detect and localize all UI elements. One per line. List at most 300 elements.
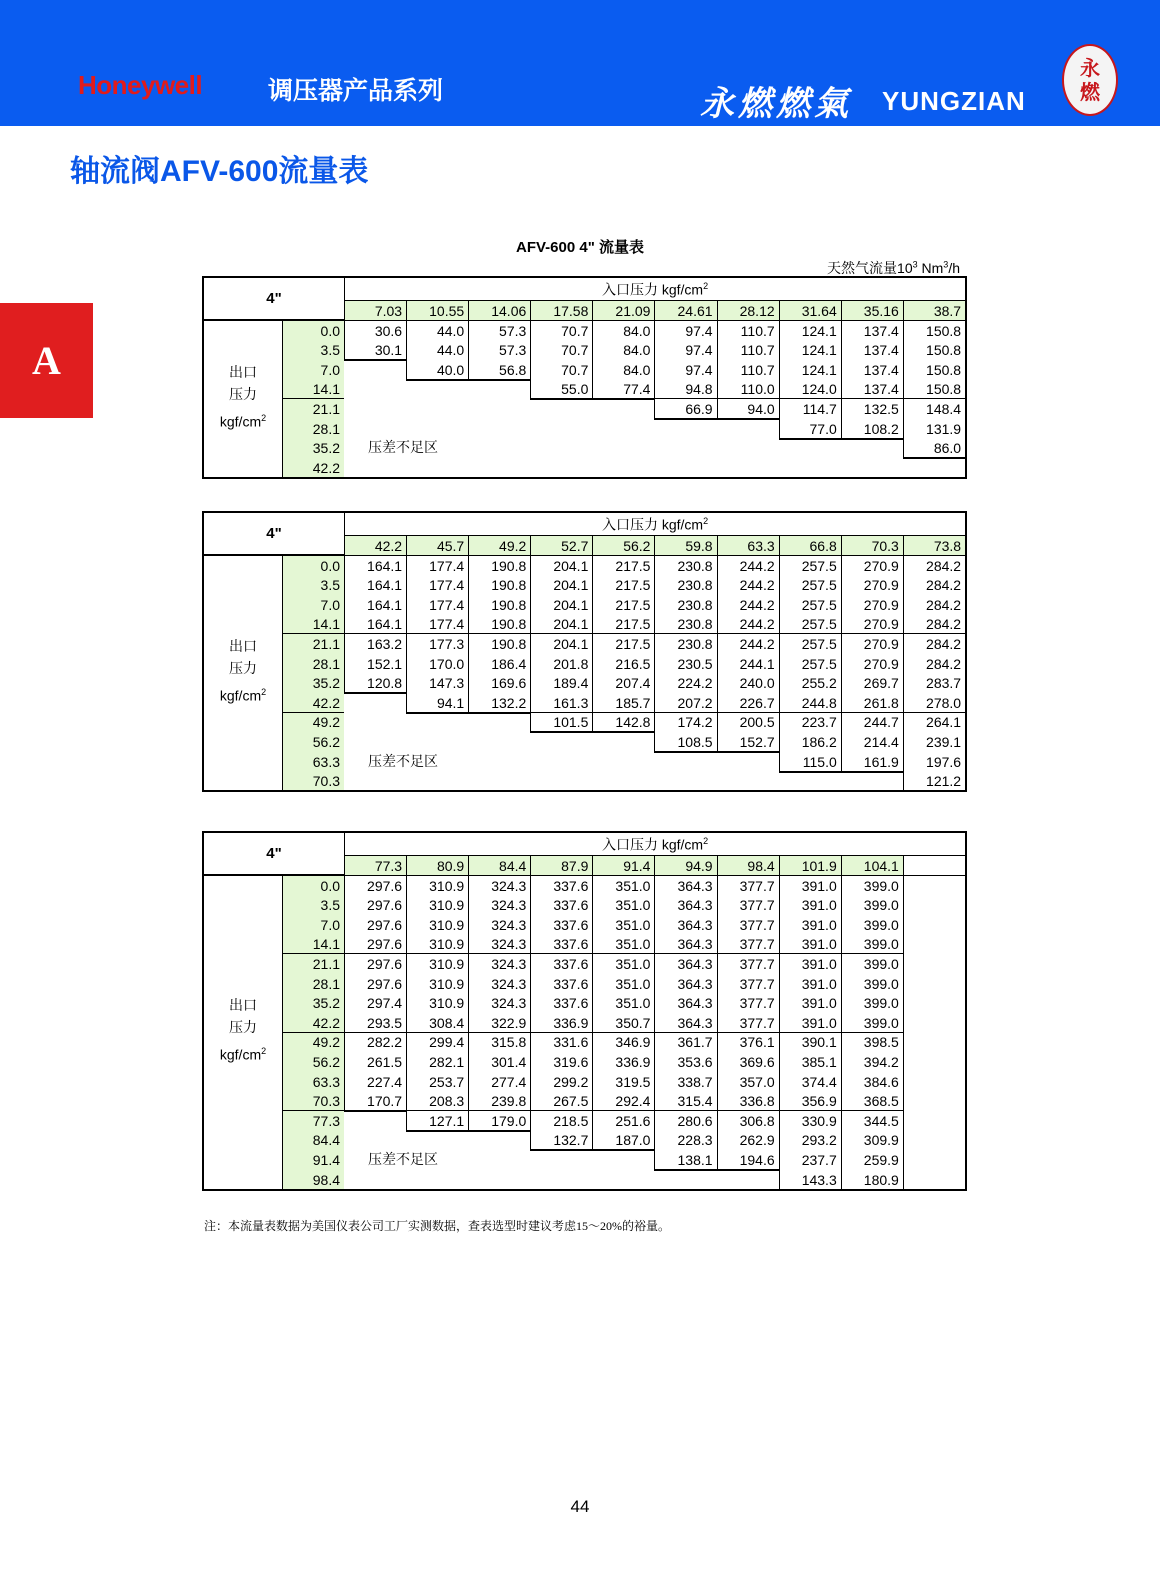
- flow-value: [903, 1032, 965, 1052]
- flow-value: 244.7: [841, 712, 903, 732]
- flow-value: [530, 1149, 592, 1169]
- flow-value: 293.5: [344, 1012, 406, 1032]
- flow-value: 337.6: [530, 914, 592, 934]
- flow-value: 297.6: [344, 953, 406, 973]
- outlet-pressure-value: 84.4: [282, 1130, 344, 1150]
- flow-value: 259.9: [841, 1149, 903, 1169]
- flow-value: [530, 438, 592, 458]
- flow-value: [344, 457, 406, 477]
- flow-value: 336.9: [530, 1012, 592, 1032]
- flow-value: 170.0: [406, 653, 468, 673]
- flow-value: [841, 771, 903, 791]
- flow-value: [468, 457, 530, 477]
- flow-value: 292.4: [592, 1091, 654, 1111]
- flow-value: [344, 1169, 406, 1189]
- flow-value: [903, 895, 965, 915]
- flow-value: 284.2: [903, 555, 965, 575]
- outlet-pressure-value: 0.0: [282, 555, 344, 575]
- flow-value: 227.4: [344, 1071, 406, 1091]
- flow-value: 319.5: [592, 1071, 654, 1091]
- flow-value: 376.1: [717, 1032, 779, 1052]
- flow-value: 177.3: [406, 633, 468, 653]
- flow-value: 164.1: [344, 594, 406, 614]
- pressure-deficit-zone-label: 压差不足区: [368, 754, 438, 770]
- flow-value: 147.3: [406, 673, 468, 693]
- flow-value: [530, 1169, 592, 1189]
- flow-value: 84.0: [592, 340, 654, 360]
- flow-value: 399.0: [841, 1012, 903, 1032]
- flow-value: 270.9: [841, 653, 903, 673]
- flow-value: 377.7: [717, 993, 779, 1013]
- outlet-pressure-value: 21.1: [282, 398, 344, 418]
- flow-value: 115.0: [779, 751, 841, 771]
- flow-value: 204.1: [530, 614, 592, 634]
- flow-value: 377.7: [717, 934, 779, 954]
- table-title: AFV-600 4" 流量表: [516, 239, 644, 256]
- flow-value: 239.8: [468, 1091, 530, 1111]
- flow-value: [468, 1169, 530, 1189]
- flow-value: [344, 771, 406, 791]
- flow-value: 57.3: [468, 320, 530, 340]
- flow-value: 228.3: [654, 1130, 716, 1150]
- flow-value: 77.0: [779, 418, 841, 438]
- inlet-pressure-value: 35.16: [841, 300, 903, 320]
- flow-value: 70.7: [530, 340, 592, 360]
- flow-value: 369.6: [717, 1051, 779, 1071]
- flow-value: 86.0: [903, 438, 965, 458]
- flow-table-2: [202, 511, 967, 792]
- flow-value: 377.7: [717, 1012, 779, 1032]
- flow-value: [406, 1130, 468, 1150]
- flow-value: 346.9: [592, 1032, 654, 1052]
- flow-value: 244.1: [717, 653, 779, 673]
- inlet-pressure-value: 42.2: [344, 535, 406, 555]
- flow-value: 137.4: [841, 320, 903, 340]
- outlet-pressure-value: 21.1: [282, 953, 344, 973]
- flow-value: [406, 1169, 468, 1189]
- outlet-pressure-value: 35.2: [282, 993, 344, 1013]
- flow-table-3: [202, 831, 967, 1191]
- flow-value: 84.0: [592, 320, 654, 340]
- page-title: 轴流阀AFV-600流量表: [70, 155, 369, 188]
- flow-value: 310.9: [406, 895, 468, 915]
- flow-value: 142.8: [592, 712, 654, 732]
- flow-value: 377.7: [717, 914, 779, 934]
- flow-value: 187.0: [592, 1130, 654, 1150]
- flow-value: 391.0: [779, 914, 841, 934]
- inlet-pressure-value: 7.03: [344, 300, 406, 320]
- flow-value: 97.4: [654, 340, 716, 360]
- size-label: 4": [204, 513, 344, 555]
- inlet-pressure-value: 80.9: [406, 855, 468, 875]
- flow-value: [654, 418, 716, 438]
- flow-value: 108.5: [654, 731, 716, 751]
- flow-value: 357.0: [717, 1071, 779, 1091]
- flow-value: [344, 359, 406, 379]
- company-name-cn: 永燃燃氣: [700, 85, 852, 123]
- flow-value: [903, 1130, 965, 1150]
- inlet-pressure-value: [903, 855, 965, 875]
- outlet-pressure-value: 21.1: [282, 633, 344, 653]
- flow-value: 398.5: [841, 1032, 903, 1052]
- flow-value: [903, 1012, 965, 1032]
- flow-value: 391.0: [779, 1012, 841, 1032]
- flow-value: 297.6: [344, 914, 406, 934]
- flow-value: 364.3: [654, 953, 716, 973]
- flow-value: 356.9: [779, 1091, 841, 1111]
- outlet-pressure-value: 98.4: [282, 1169, 344, 1189]
- flow-value: 124.0: [779, 379, 841, 399]
- pressure-deficit-zone-label: 压差不足区: [368, 441, 438, 457]
- outlet-pressure-value: 7.0: [282, 594, 344, 614]
- flow-value: 282.2: [344, 1032, 406, 1052]
- flow-value: [903, 934, 965, 954]
- flow-value: 101.5: [530, 712, 592, 732]
- flow-value: [903, 993, 965, 1013]
- flow-value: 364.3: [654, 895, 716, 915]
- outlet-pressure-value: 42.2: [282, 692, 344, 712]
- outlet-pressure-value: 49.2: [282, 1032, 344, 1052]
- outlet-pressure-value: 77.3: [282, 1110, 344, 1130]
- flow-value: 56.8: [468, 359, 530, 379]
- flow-value: 251.6: [592, 1110, 654, 1130]
- flow-value: 337.6: [530, 993, 592, 1013]
- inlet-pressure-value: 38.7: [903, 300, 965, 320]
- flow-value: 331.6: [530, 1032, 592, 1052]
- flow-value: 297.6: [344, 973, 406, 993]
- flow-value: [530, 398, 592, 418]
- flow-value: 97.4: [654, 320, 716, 340]
- inlet-pressure-label: 入口压力 kgf/$cm^2$: [344, 833, 965, 855]
- flow-value: 391.0: [779, 973, 841, 993]
- flow-value: [468, 712, 530, 732]
- flow-value: 94.0: [717, 398, 779, 418]
- flow-value: 337.6: [530, 895, 592, 915]
- flow-value: 77.4: [592, 379, 654, 399]
- flow-value: 269.7: [841, 673, 903, 693]
- flow-value: 270.9: [841, 594, 903, 614]
- flow-value: 40.0: [406, 359, 468, 379]
- flow-value: 253.7: [406, 1071, 468, 1091]
- flow-value: 390.1: [779, 1032, 841, 1052]
- flow-value: [903, 875, 965, 895]
- flow-value: 299.2: [530, 1071, 592, 1091]
- seal-char-top: 永: [1080, 56, 1100, 80]
- inlet-pressure-value: 31.64: [779, 300, 841, 320]
- flow-value: 97.4: [654, 359, 716, 379]
- flow-value: 283.7: [903, 673, 965, 693]
- flow-value: 230.8: [654, 614, 716, 634]
- flow-value: [717, 438, 779, 458]
- outlet-pressure-value: 56.2: [282, 731, 344, 751]
- outlet-pressure-value: 3.5: [282, 340, 344, 360]
- flow-value: [406, 379, 468, 399]
- inlet-pressure-label: 入口压力 kgf/$cm^2$: [344, 278, 965, 300]
- inlet-pressure-value: 10.55: [406, 300, 468, 320]
- flow-value: 197.6: [903, 751, 965, 771]
- inlet-pressure-value: 73.8: [903, 535, 965, 555]
- flow-value: [903, 914, 965, 934]
- outlet-pressure-label: 出口 压力 kgf/$cm^2$: [204, 320, 282, 477]
- flow-value: 152.7: [717, 731, 779, 751]
- footnote: 注：本流量表数据为美国仪表公司工厂实测数据，查表选型时建议考虑15～20%的裕量。: [204, 1219, 670, 1233]
- flow-value: 282.1: [406, 1051, 468, 1071]
- inlet-pressure-value: 14.06: [468, 300, 530, 320]
- flow-value: [717, 418, 779, 438]
- flow-value: 364.3: [654, 934, 716, 954]
- flow-value: 391.0: [779, 934, 841, 954]
- flow-value: 310.9: [406, 875, 468, 895]
- flow-value: 351.0: [592, 875, 654, 895]
- seal-char-bottom: 燃: [1080, 80, 1100, 104]
- flow-value: [406, 457, 468, 477]
- flow-value: 223.7: [779, 712, 841, 732]
- flow-value: 257.5: [779, 653, 841, 673]
- flow-value: 177.4: [406, 575, 468, 595]
- flow-value: 399.0: [841, 934, 903, 954]
- flow-value: 94.1: [406, 692, 468, 712]
- flow-value: 374.4: [779, 1071, 841, 1091]
- flow-value: 244.2: [717, 614, 779, 634]
- flow-value: 132.7: [530, 1130, 592, 1150]
- outlet-pressure-value: 14.1: [282, 614, 344, 634]
- outlet-pressure-label: 出口 压力 kgf/$cm^2$: [204, 555, 282, 790]
- flow-value: 216.5: [592, 653, 654, 673]
- flow-value: 399.0: [841, 993, 903, 1013]
- flow-value: 270.9: [841, 555, 903, 575]
- flow-value: 163.2: [344, 633, 406, 653]
- inlet-pressure-value: 49.2: [468, 535, 530, 555]
- flow-value: 297.6: [344, 875, 406, 895]
- outlet-pressure-value: 70.3: [282, 1091, 344, 1111]
- flow-value: 230.8: [654, 594, 716, 614]
- outlet-pressure-value: 3.5: [282, 575, 344, 595]
- flow-value: [530, 731, 592, 751]
- flow-value: 190.8: [468, 575, 530, 595]
- flow-value: 377.7: [717, 875, 779, 895]
- flow-value: 164.1: [344, 614, 406, 634]
- flow-value: 217.5: [592, 614, 654, 634]
- page-number: 44: [570, 1497, 590, 1516]
- flow-value: 351.0: [592, 993, 654, 1013]
- flow-value: 186.2: [779, 731, 841, 751]
- flow-value: [903, 1071, 965, 1091]
- outlet-pressure-value: 35.2: [282, 673, 344, 693]
- flow-value: 121.2: [903, 771, 965, 791]
- outlet-pressure-value: 0.0: [282, 320, 344, 340]
- flow-value: [468, 438, 530, 458]
- flow-value: [592, 398, 654, 418]
- flow-value: 297.6: [344, 895, 406, 915]
- flow-value: 137.4: [841, 379, 903, 399]
- outlet-pressure-value: 91.4: [282, 1149, 344, 1169]
- flow-value: 120.8: [344, 673, 406, 693]
- flow-value: 309.9: [841, 1130, 903, 1150]
- outlet-pressure-value: 14.1: [282, 934, 344, 954]
- flow-value: [344, 379, 406, 399]
- flow-value: 194.6: [717, 1149, 779, 1169]
- flow-value: [406, 398, 468, 418]
- outlet-pressure-value: 7.0: [282, 914, 344, 934]
- flow-value: 315.8: [468, 1032, 530, 1052]
- flow-value: [406, 712, 468, 732]
- flow-value: 351.0: [592, 895, 654, 915]
- flow-value: 337.6: [530, 934, 592, 954]
- flow-value: 315.4: [654, 1091, 716, 1111]
- flow-value: 324.3: [468, 875, 530, 895]
- flow-value: 261.5: [344, 1051, 406, 1071]
- flow-value: [903, 953, 965, 973]
- flow-value: 70.7: [530, 320, 592, 340]
- inlet-pressure-value: 63.3: [717, 535, 779, 555]
- flow-value: 368.5: [841, 1091, 903, 1111]
- flow-value: 337.6: [530, 973, 592, 993]
- flow-value: 200.5: [717, 712, 779, 732]
- inlet-pressure-value: 28.12: [717, 300, 779, 320]
- flow-value: 224.2: [654, 673, 716, 693]
- flow-value: 177.4: [406, 614, 468, 634]
- flow-value: [717, 457, 779, 477]
- flow-value: 179.0: [468, 1110, 530, 1130]
- flow-value: 338.7: [654, 1071, 716, 1091]
- flow-value: 391.0: [779, 953, 841, 973]
- flow-value: [654, 751, 716, 771]
- pressure-deficit-zone-label: 压差不足区: [368, 1152, 438, 1168]
- flow-value: 217.5: [592, 633, 654, 653]
- flow-value: 385.1: [779, 1051, 841, 1071]
- flow-value: 297.4: [344, 993, 406, 1013]
- flow-value: 264.1: [903, 712, 965, 732]
- flow-value: [903, 973, 965, 993]
- flow-value: 217.5: [592, 575, 654, 595]
- inlet-pressure-value: 59.8: [654, 535, 716, 555]
- flow-value: 108.2: [841, 418, 903, 438]
- flow-value: 204.1: [530, 555, 592, 575]
- flow-value: [592, 418, 654, 438]
- flow-value: [592, 438, 654, 458]
- flow-value: 280.6: [654, 1110, 716, 1130]
- flow-value: [406, 771, 468, 791]
- flow-value: 330.9: [779, 1110, 841, 1130]
- flow-value: [468, 1130, 530, 1150]
- flow-value: 257.5: [779, 614, 841, 634]
- flow-value: 310.9: [406, 993, 468, 1013]
- flow-value: 297.6: [344, 934, 406, 954]
- inlet-pressure-value: 17.58: [530, 300, 592, 320]
- flow-value: 337.6: [530, 953, 592, 973]
- flow-value: 324.3: [468, 993, 530, 1013]
- outlet-pressure-value: 49.2: [282, 712, 344, 732]
- flow-value: 217.5: [592, 555, 654, 575]
- flow-value: [468, 418, 530, 438]
- flow-value: 150.8: [903, 379, 965, 399]
- flow-value: [406, 731, 468, 751]
- flow-value: [903, 1110, 965, 1130]
- flow-value: 351.0: [592, 973, 654, 993]
- flow-value: 399.0: [841, 895, 903, 915]
- flow-value: 169.6: [468, 673, 530, 693]
- page-header: [0, 0, 1160, 126]
- flow-value: 244.2: [717, 575, 779, 595]
- flow-value: [468, 398, 530, 418]
- flow-value: 177.4: [406, 555, 468, 575]
- company-seal-logo: [1062, 44, 1118, 116]
- flow-value: 201.8: [530, 653, 592, 673]
- flow-value: [592, 457, 654, 477]
- flow-value: 137.4: [841, 340, 903, 360]
- outlet-pressure-value: 28.1: [282, 973, 344, 993]
- flow-value: 324.3: [468, 934, 530, 954]
- flow-value: 174.2: [654, 712, 716, 732]
- flow-value: 336.9: [592, 1051, 654, 1071]
- outlet-pressure-value: 0.0: [282, 875, 344, 895]
- flow-value: 308.4: [406, 1012, 468, 1032]
- flow-value: 44.0: [406, 320, 468, 340]
- flow-value: 364.3: [654, 993, 716, 1013]
- flow-value: 240.0: [717, 673, 779, 693]
- flow-value: 284.2: [903, 614, 965, 634]
- flow-value: 230.8: [654, 575, 716, 595]
- outlet-pressure-value: 14.1: [282, 379, 344, 399]
- flow-value: [344, 418, 406, 438]
- flow-value: [468, 771, 530, 791]
- series-title: 调压器产品系列: [268, 77, 444, 105]
- flow-value: 391.0: [779, 895, 841, 915]
- flow-value: 399.0: [841, 973, 903, 993]
- flow-value: [779, 771, 841, 791]
- flow-value: 244.2: [717, 555, 779, 575]
- flow-value: 150.8: [903, 359, 965, 379]
- flow-value: 204.1: [530, 575, 592, 595]
- flow-value: 244.2: [717, 594, 779, 614]
- flow-value: 324.3: [468, 914, 530, 934]
- flow-value: 137.4: [841, 359, 903, 379]
- flow-value: 255.2: [779, 673, 841, 693]
- flow-value: 301.4: [468, 1051, 530, 1071]
- inlet-pressure-value: 45.7: [406, 535, 468, 555]
- flow-value: 124.1: [779, 359, 841, 379]
- flow-value: 217.5: [592, 594, 654, 614]
- flow-value: 364.3: [654, 973, 716, 993]
- flow-value: 55.0: [530, 379, 592, 399]
- flow-value: 207.2: [654, 692, 716, 712]
- flow-value: 310.9: [406, 953, 468, 973]
- flow-value: 391.0: [779, 993, 841, 1013]
- flow-value: [468, 1149, 530, 1169]
- flow-value: [903, 1091, 965, 1111]
- flow-value: 399.0: [841, 953, 903, 973]
- flow-value: 131.9: [903, 418, 965, 438]
- flow-value: 177.4: [406, 594, 468, 614]
- flow-value: 114.7: [779, 398, 841, 418]
- flow-value: 239.1: [903, 731, 965, 751]
- flow-value: 262.9: [717, 1130, 779, 1150]
- inlet-pressure-value: 66.8: [779, 535, 841, 555]
- flow-value: 30.1: [344, 340, 406, 360]
- flow-value: [903, 457, 965, 477]
- inlet-pressure-label: 入口压力 kgf/$cm^2$: [344, 513, 965, 535]
- flow-value: 208.3: [406, 1091, 468, 1111]
- flow-value: 124.1: [779, 340, 841, 360]
- flow-value: 394.2: [841, 1051, 903, 1071]
- outlet-pressure-value: 35.2: [282, 438, 344, 458]
- flow-value: 180.9: [841, 1169, 903, 1189]
- flow-value: 150.8: [903, 340, 965, 360]
- inlet-pressure-value: 84.4: [468, 855, 530, 875]
- flow-value: [344, 731, 406, 751]
- outlet-pressure-value: 3.5: [282, 895, 344, 915]
- flow-value: 319.6: [530, 1051, 592, 1071]
